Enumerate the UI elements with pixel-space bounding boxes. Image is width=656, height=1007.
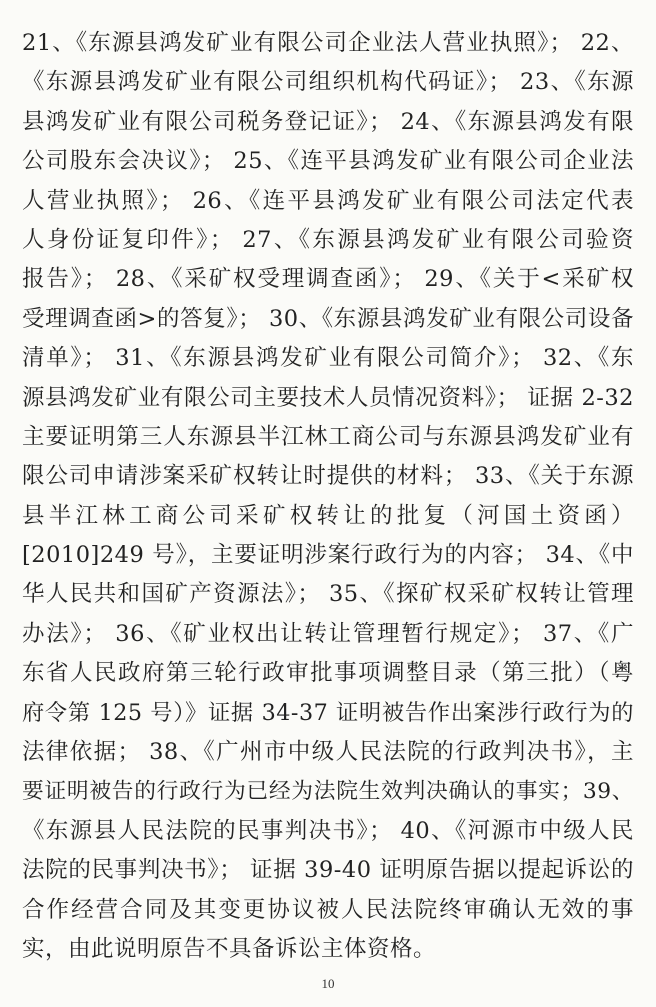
text-line: 办法》； 36、《矿业权出让转让管理暂行规定》； 37、《广	[22, 620, 634, 647]
text-line: 府令第 125 号）》证据 34-37 证明被告作出案涉行政行为的	[22, 699, 634, 726]
text-line: 公司股东会决议》； 25、《连平县鸿发矿业有限公司企业法	[22, 148, 634, 175]
text-line: 华人民共和国矿产资源法》； 35、《探矿权采矿权转让管理	[22, 581, 634, 608]
text-line: 县鸿发矿业有限公司税务登记证》； 24、《东源县鸿发有限	[22, 108, 634, 135]
text-line: 《东源县人民法院的民事判决书》； 40、《河源市中级人民	[22, 817, 634, 844]
text-line: 要证明被告的行政行为已经为法院生效判决确认的事实；39、	[22, 779, 634, 805]
text-line: 法院的民事判决书》； 证据 39-40 证明原告据以提起诉讼的	[22, 857, 634, 884]
text-line: [2010]249 号》，主要证明涉案行政行为的内容； 34、《中	[22, 542, 634, 569]
text-line: 主要证明第三人东源县半江林工商公司与东源县鸿发矿业有	[22, 423, 634, 450]
text-line: 《东源县鸿发矿业有限公司组织机构代码证》； 23、《东源	[22, 69, 634, 96]
text-line: 人营业执照》； 26、《连平县鸿发矿业有限公司法定代表	[22, 187, 634, 214]
text-line: 县半江林工商公司采矿权转让的批复（河国土资函）	[22, 502, 634, 529]
text-line: 21、《东源县鸿发矿业有限公司企业法人营业执照》； 22、	[22, 30, 634, 56]
text-line: 东省人民政府第三轮行政审批事项调整目录（第三批）（粤	[22, 660, 634, 687]
text-line: 合作经营合同及其变更协议被人民法院终审确认无效的事	[22, 896, 634, 923]
text-line: 人身份证复印件》； 27、《东源县鸿发矿业有限公司验资	[22, 226, 634, 253]
text-line: 限公司申请涉案采矿权转让时提供的材料； 33、《关于东源	[22, 463, 634, 490]
text-line: 法律依据； 38、《广州市中级人民法院的行政判决书》，主	[22, 739, 634, 766]
text-line: 清单》； 31、《东源县鸿发矿业有限公司简介》； 32、《东	[22, 345, 634, 372]
text-line: 报告》； 28、《采矿权受理调查函》； 29、《关于<采矿权	[22, 266, 634, 293]
page-number: 10	[321, 976, 335, 991]
text-line: 受理调查函>的答复》； 30、《东源县鸿发矿业有限公司设备	[22, 305, 634, 332]
text-line: 实，由此说明原告不具备诉讼主体资格。	[22, 935, 437, 962]
text-line: 源县鸿发矿业有限公司主要技术人员情况资料》； 证据 2-32	[22, 384, 634, 411]
document-body	[22, 24, 634, 969]
